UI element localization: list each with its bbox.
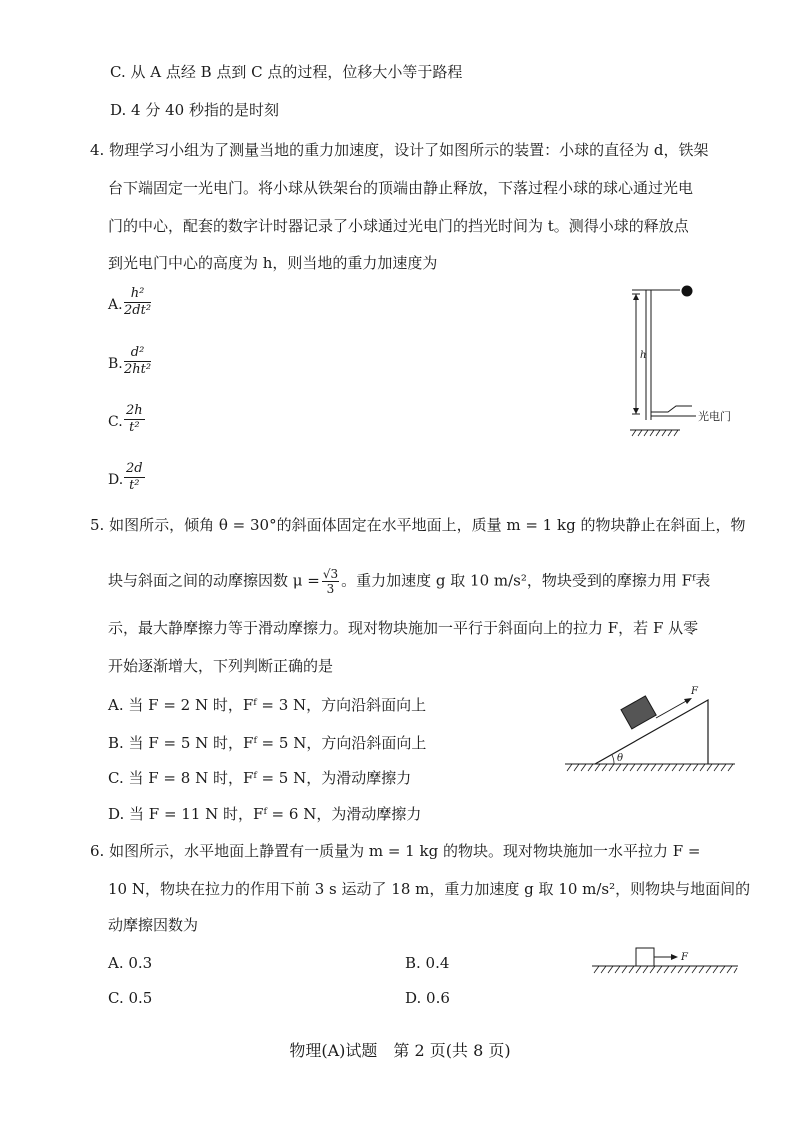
q6-block-figure — [590, 942, 740, 978]
q4-option-a-fraction — [124, 286, 151, 319]
q5-mu-numerator: √3 — [322, 567, 339, 581]
q4-option-d-label: D. — [108, 472, 124, 488]
q4-option-c-numerator: 2h — [126, 403, 143, 418]
q5-option-d: D. 当 F = 11 N 时，Fᶠ = 6 N，为滑动摩擦力 — [108, 805, 422, 823]
height-label: h — [640, 350, 647, 361]
q6-line-3: 动摩擦因数为 — [108, 916, 199, 934]
q6-force-arrow-icon — [671, 954, 678, 960]
q6-force-label: F — [681, 952, 688, 963]
photogate-icon — [651, 406, 692, 412]
q4-option-b-fraction — [124, 345, 151, 378]
q5-line-4: 开始逐渐增大，下列判断正确的是 — [108, 657, 334, 675]
page-footer: 物理(A)试题 第 2 页(共 8 页) — [289, 1041, 511, 1060]
q5-line-2 — [108, 567, 710, 596]
height-arrow-up — [633, 294, 639, 300]
q6-option-a: A. 0.3 — [108, 954, 153, 972]
q5-line-2-post: 。重力加速度 g 取 10 m/s²，物块受到的摩擦力用 Fᶠ表 — [341, 571, 711, 590]
photogate-label: 光电门 — [698, 410, 731, 423]
q4-option-b-numerator: d² — [124, 345, 151, 362]
q4-option-a-denominator: 2dt² — [124, 303, 152, 318]
incline-angle-label: θ — [617, 753, 624, 764]
q4-option-d-denominator: t² — [129, 478, 140, 493]
incline-force-label: F — [691, 686, 698, 697]
q4-stand-figure — [620, 280, 750, 440]
q4-option-a-numerator: h² — [124, 286, 151, 303]
q4-line-4: 到光电门中心的高度为 h，则当地的重力加速度为 — [108, 254, 438, 272]
incline-angle-arc — [612, 755, 614, 764]
q4-line-3: 门的中心，配套的数字计时器记录了小球通过光电门的挡光时间为 t。测得小球的释放点 — [108, 217, 689, 235]
height-arrow-down — [633, 408, 639, 414]
q3-option-d: D. 4 分 40 秒指的是时刻 — [110, 101, 279, 119]
q4-option-c-fraction — [124, 403, 145, 436]
q4-option-c-label: C. — [108, 414, 123, 430]
q5-line-1: 5. 如图所示，倾角 θ = 30°的斜面体固定在水平地面上，质量 m = 1 kg 的物块静止在斜面上，物 — [90, 516, 746, 534]
block-shape — [621, 696, 656, 729]
incline-ground-hatch — [567, 764, 733, 771]
q6-line-2: 10 N，物块在拉力的作用下前 3 s 运动了 18 m，重力加速度 g 取 10 m/s²，则物块与地面间的 — [108, 880, 751, 898]
q6-line-1: 6. 如图所示，水平地面上静置有一质量为 m = 1 kg 的物块。现对物块施加一水平拉力 F = — [90, 842, 701, 860]
q6-option-c: C. 0.5 — [108, 989, 153, 1007]
q5-line-2-pre: 块与斜面之间的动摩擦因数 μ = — [108, 571, 320, 590]
q5-option-a: A. 当 F = 2 N 时，Fᶠ = 3 N，方向沿斜面向上 — [108, 696, 427, 714]
q5-line-3: 示，最大静摩擦力等于滑动摩擦力。现对物块施加一平行于斜面向上的拉力 F，若 F 从零 — [108, 619, 699, 637]
q4-option-b-denominator: 2ht² — [124, 362, 152, 377]
ball-icon — [682, 286, 693, 297]
q4-option-d-fraction — [124, 461, 145, 494]
incline-force-arrow-icon — [684, 698, 692, 704]
q6-ground-hatch — [594, 966, 737, 973]
q4-line-1: 4. 物理学习小组为了测量当地的重力加速度，设计了如图所示的装置：小球的直径为 d，铁架 — [90, 141, 709, 159]
q6-option-b: B. 0.4 — [405, 954, 450, 972]
q5-option-b: B. 当 F = 5 N 时，Fᶠ = 5 N，方向沿斜面向上 — [108, 734, 427, 752]
block-on-incline — [621, 696, 656, 729]
q5-incline-figure — [560, 682, 740, 777]
stand-ground-hatch — [632, 430, 678, 436]
incline-force-line — [656, 700, 688, 718]
q3-option-c: C. 从 A 点经 B 点到 C 点的过程，位移大小等于路程 — [110, 63, 463, 81]
q5-option-c: C. 当 F = 8 N 时，Fᶠ = 5 N，为滑动摩擦力 — [108, 769, 412, 787]
q4-line-2: 台下端固定一光电门。将小球从铁架台的顶端由静止释放，下落过程小球的球心通过光电 — [108, 179, 694, 197]
q6-option-d: D. 0.6 — [405, 989, 450, 1007]
q4-option-d-numerator: 2d — [126, 461, 143, 476]
q4-option-c-denominator: t² — [129, 420, 140, 435]
q5-mu-fraction — [322, 567, 339, 596]
q6-block-shape — [636, 948, 654, 966]
q4-option-b-label: B. — [108, 356, 123, 372]
q4-option-a-label: A. — [108, 297, 123, 313]
q5-mu-denominator: 3 — [326, 582, 335, 596]
